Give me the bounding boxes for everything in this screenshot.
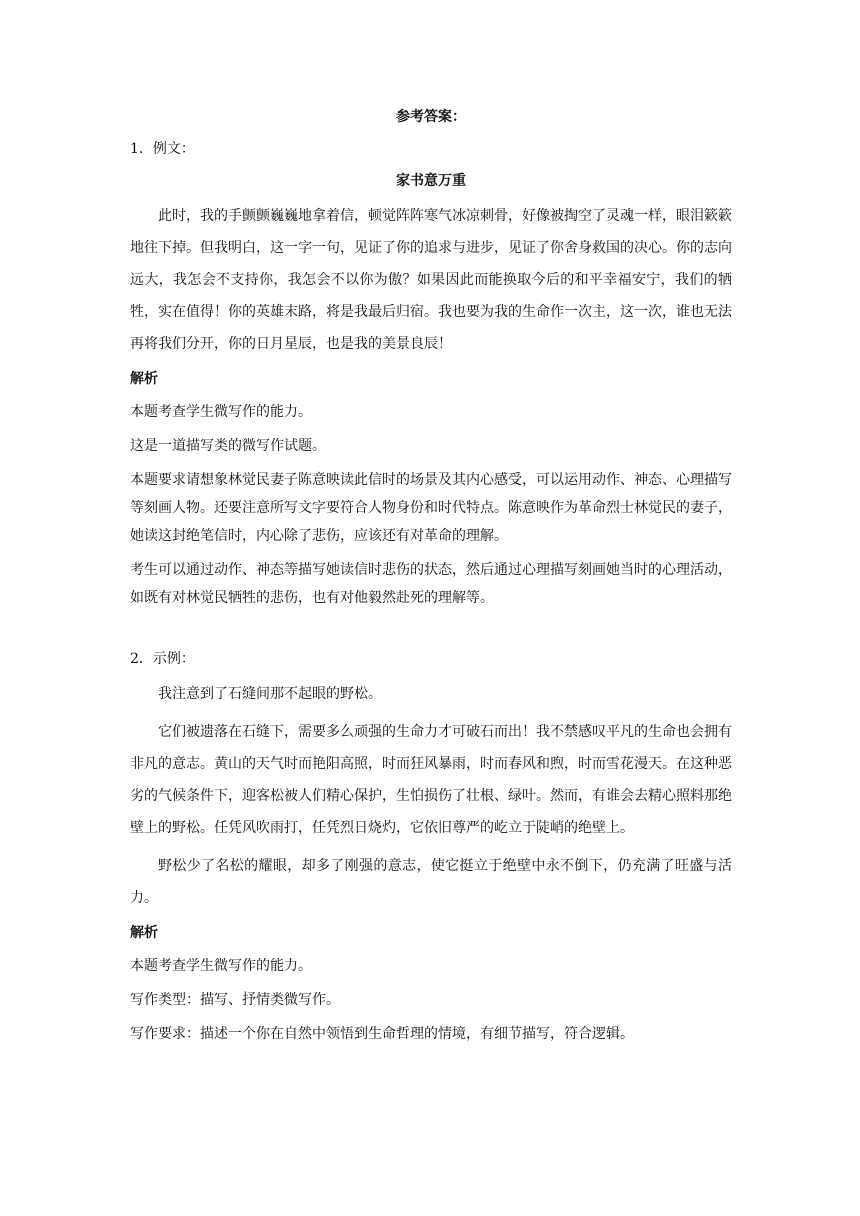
- essay-title: 家书意万重: [396, 173, 466, 189]
- analysis-2-line-3: 写作要求：描述一个你在自然中领悟到生命哲理的情境，有细节描写，符合逻辑。: [130, 1026, 634, 1042]
- analysis-1-line-3: 本题要求请想象林觉民妻子陈意映读此信时的场景及其内心感受，可以运用动作、神态、心理描写等刻画人物。还要注意所写文字要符合人物身份和时代特点。陈意映作为革命烈士林觉民的妻子，她读这封绝笔信时，内心除了悲伤，应该还有对革命的理解。: [130, 472, 732, 544]
- analysis-1-line-2: 这是一道描写类的微写作试题。: [130, 438, 326, 454]
- question-2-number: 2．示例：: [130, 651, 195, 667]
- analysis-2-line-2: 写作类型：描写、抒情类微写作。: [130, 992, 340, 1008]
- essay-body: 此时，我的手颤颤巍巍地拿着信，顿觉阵阵寒气冰凉刺骨，好像被掏空了灵魂一样，眼泪簌簌地往下掉。但我明白，这一字一句，见证了你的追求与进步，见证了你舍身救国的决心。你的志向远大，我怎会不支持你，我怎会不以你为傲？如果因此而能换取今后的和平幸福安宁，我们的牺牲，实在值得！你的英雄末路，将是我最后归宿。我也要为我的生命作一次主，这一次，谁也无法再将我们分开，你的日月星辰，也是我的美景良辰！: [130, 208, 732, 352]
- answer-title: 参考答案：: [396, 109, 466, 125]
- example-paragraph-2: 它们被遗落在石缝下，需要多么顽强的生命力才可破石而出！我不禁感叹平凡的生命也会拥有非凡的意志。黄山的天气时而艳阳高照，时而狂风暴雨，时而春风和煦，时而雪花漫天。在这种恶劣的气候条件下，迎客松被人们精心保护，生怕损伤了壮根、绿叶。然而，有谁会去精心照料那绝壁上的野松。任凭风吹雨打，任凭烈日烧灼，它依旧尊严的屹立于陡峭的绝壁上。: [130, 724, 732, 836]
- analysis-1-line-4: 考生可以通过动作、神态等描写她读信时悲伤的状态，然后通过心理描写刻画她当时的心理活动，如既有对林觉民牺牲的悲伤，也有对他毅然赴死的理解等。: [130, 562, 732, 606]
- analysis-label-1: 解析: [130, 371, 158, 387]
- question-1-number: 1．例文：: [130, 141, 195, 157]
- analysis-2-line-1: 本题考查学生微写作的能力。: [130, 958, 312, 974]
- example-paragraph-3: 野松少了名松的耀眼，却多了刚强的意志，使它挺立于绝壁中永不倒下，仍充满了旺盛与活力。: [130, 858, 732, 906]
- analysis-1-line-1: 本题考查学生微写作的能力。: [130, 404, 312, 420]
- example-paragraph-1: 我注意到了石缝间那不起眼的野松。: [158, 686, 382, 702]
- analysis-label-2: 解析: [130, 925, 158, 941]
